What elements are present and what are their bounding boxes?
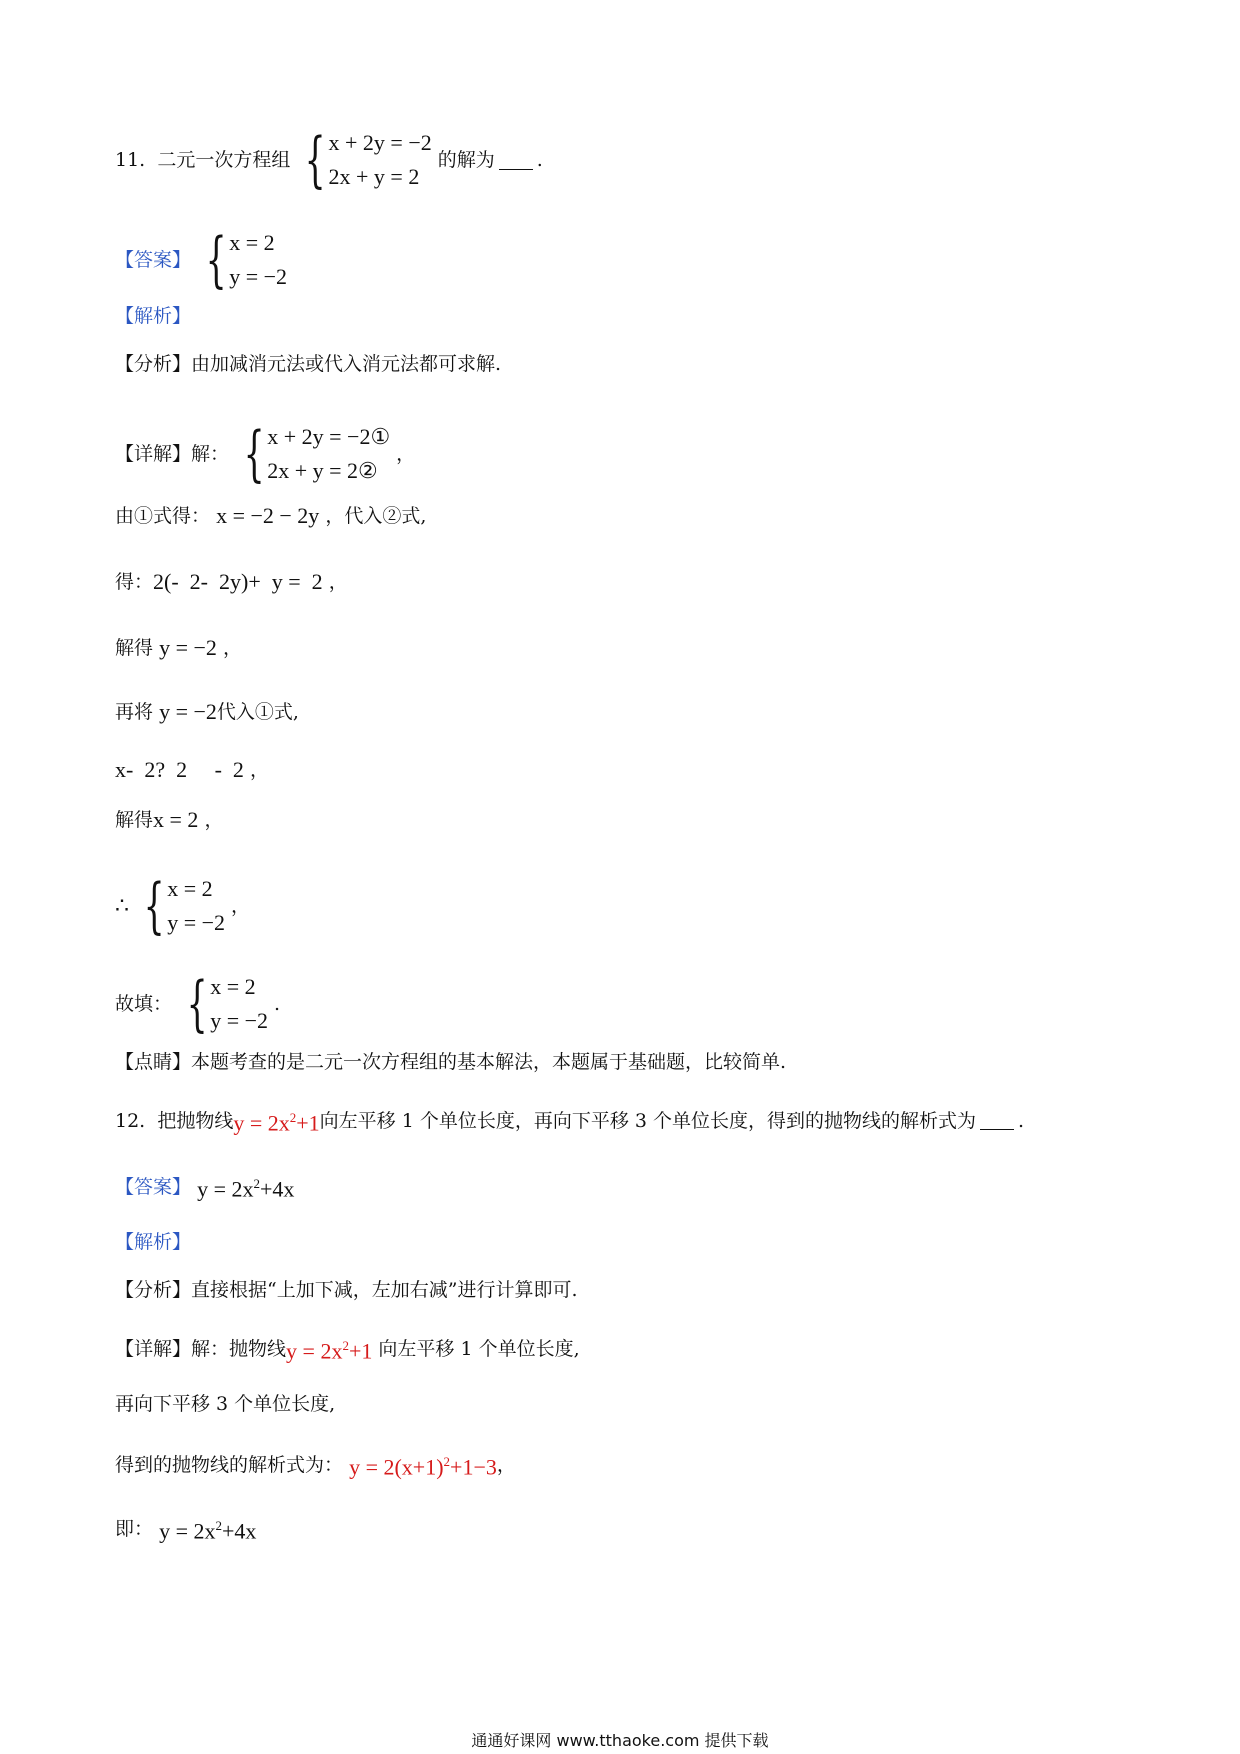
q11-guzhen-eq1: x = 2 [210,974,256,999]
q12-answer-math [197,1170,294,1203]
math-base: y = 2(x+1) [349,1454,444,1480]
step5-post: ， [249,759,269,781]
xiangjie-post: 向左平移 1 个单位长度, [378,1337,580,1360]
q11-therefore [115,872,250,940]
q12-step2-math [349,1448,497,1481]
q11-system [296,126,431,194]
math-sup: 2 [342,1338,349,1353]
q11-answer-eq1: x = 2 [229,230,275,255]
step6-post: ， [204,809,224,831]
guzhen-pre: 故填： [115,993,173,1015]
fenxi-text: 由加减消元法或代入消元法都可求解. [191,353,502,375]
math-sup: 2 [443,1454,451,1469]
xiangjie-tag: 【详解】 [115,1337,192,1360]
step3-pre: 即： [115,1517,154,1540]
brace-icon: { [205,225,227,295]
math-tail: +4x [221,1518,257,1544]
q12-stem-end: . [1018,1109,1025,1132]
step2-pre: 得到的抛物线的解析式为： [115,1453,344,1476]
xiangjie-pre: 解：抛物线 [191,1337,287,1360]
q12-answer [115,1170,294,1203]
q12-step3 [115,1512,256,1545]
step2-pre: 得： [115,571,154,593]
step6-pre: 解得 [115,809,154,831]
xiangjie-tag: 【详解】 [115,443,192,465]
q12-stem-pre: 把抛物线 [157,1109,234,1132]
q11-answer [115,226,293,294]
math-tail: +1 [296,1110,320,1136]
q11-therefore-system [135,872,225,940]
step3-post: ， [222,637,242,659]
math-base: y = 2x [286,1338,343,1364]
math-sup: 2 [215,1518,222,1533]
fenxi-tag: 【分析】 [115,1279,192,1301]
q11-step4 [115,698,299,726]
q11-stem-end: . [536,149,543,171]
therefore-symbol: ∴ [115,893,129,918]
q11-therefore-eq1: x = 2 [167,876,213,901]
period: . [274,993,281,1015]
fenxi-text: 直接根据“上加下减，左加右减”进行计算即可. [191,1279,578,1301]
q11-analysis-tag: 【解析】 [115,305,192,327]
math-sup: 2 [253,1176,260,1191]
footer-text: 通通好课网 www.tthaoke.com 提供下载 [471,1731,769,1750]
brace-icon: { [186,969,208,1039]
q11-answer-eq2: y = −2 [229,264,288,289]
q11-eq2: 2x + y = 2 [328,164,420,189]
math-sup: 2 [289,1110,297,1125]
step2-post: ， [328,571,348,593]
step3-math: y = −2 [159,635,217,660]
answer-blank [980,1111,1014,1130]
answer-tag: 【答案】 [115,1175,192,1198]
step5-math: x- 2? 2 - 2 [115,757,244,782]
q11-step1 [115,502,426,530]
q11-number: 11. [115,149,146,171]
step2-post: ， [496,1453,516,1476]
q12-step1: 再向下平移 3 个单位长度, [115,1393,336,1415]
math-base: y = 2x [159,1518,216,1544]
math-base: y = 2x [233,1110,290,1136]
math-tail: +1−3 [450,1454,497,1480]
step3-pre: 解得 [115,637,154,659]
q11-eq1: x + 2y = −2 [328,130,432,155]
q12-stem-math [233,1104,319,1137]
step1-post: ，代入②式, [325,505,427,527]
q11-dianjing [115,1048,786,1076]
q12-stem-post: 向左平移 1 个单位长度，再向下平移 3 个单位长度，得到的抛物线的解析式为 [319,1109,977,1132]
step1-pre: 由①式得： [115,505,211,527]
q12-analysis-tag: 【解析】 [115,1231,192,1253]
q11-xiangjie [115,420,415,488]
xiangjie-lead: 解： [191,443,230,465]
q11-step5 [115,756,269,784]
q11-step3 [115,634,242,662]
q11-therefore-eq2: y = −2 [167,910,226,935]
q11-step6 [115,806,224,834]
q11-guzhen-system [178,970,268,1038]
q11-guzhen-eq2: y = −2 [210,1008,269,1033]
brace-icon: { [143,871,165,941]
q11-step2 [115,568,348,596]
q11-xj-eq2: 2x + y = 2② [267,458,378,483]
dianjing-text: 本题考查的是二元一次方程组的基本解法，本题属于基础题，比较简单. [191,1051,787,1073]
q12-xiangjie-math [286,1332,372,1365]
q12-xiangjie [115,1332,580,1365]
q11-stem [115,126,543,194]
step2-math: 2(- 2- 2y)+ y = 2 [153,569,323,594]
math-tail: +1 [348,1338,373,1364]
comma: ， [231,895,251,917]
brace-icon: { [243,419,265,489]
step6-math: x = 2 [153,807,199,832]
dianjing-tag: 【点睛】 [115,1051,192,1073]
step1-math: x = −2 − 2y [216,503,320,528]
q12-fenxi [115,1276,577,1304]
q12-number: 12. [115,1109,146,1132]
math-tail: +4x [259,1176,295,1202]
q11-xj-eq1: x + 2y = −2① [267,424,391,449]
fenxi-tag: 【分析】 [115,353,192,375]
step4-pre: 再将 [115,701,154,723]
step4-post: 代入①式, [216,701,299,723]
q12-step3-math [159,1512,256,1545]
q11-answer-system [197,226,287,294]
q11-stem-post: 的解为 [437,149,495,171]
q12-step2 [115,1448,516,1481]
answer-tag: 【答案】 [115,249,192,271]
q11-guzhen [115,970,280,1038]
step4-math: y = −2 [159,699,217,724]
q11-stem-pre: 二元一次方程组 [157,149,291,171]
q12-stem [115,1104,1024,1137]
q11-xiangjie-system [235,420,390,488]
q11-fenxi [115,350,501,378]
answer-blank [499,151,533,170]
brace-icon: { [304,125,326,195]
comma: ， [396,443,416,465]
math-base: y = 2x [197,1176,254,1202]
